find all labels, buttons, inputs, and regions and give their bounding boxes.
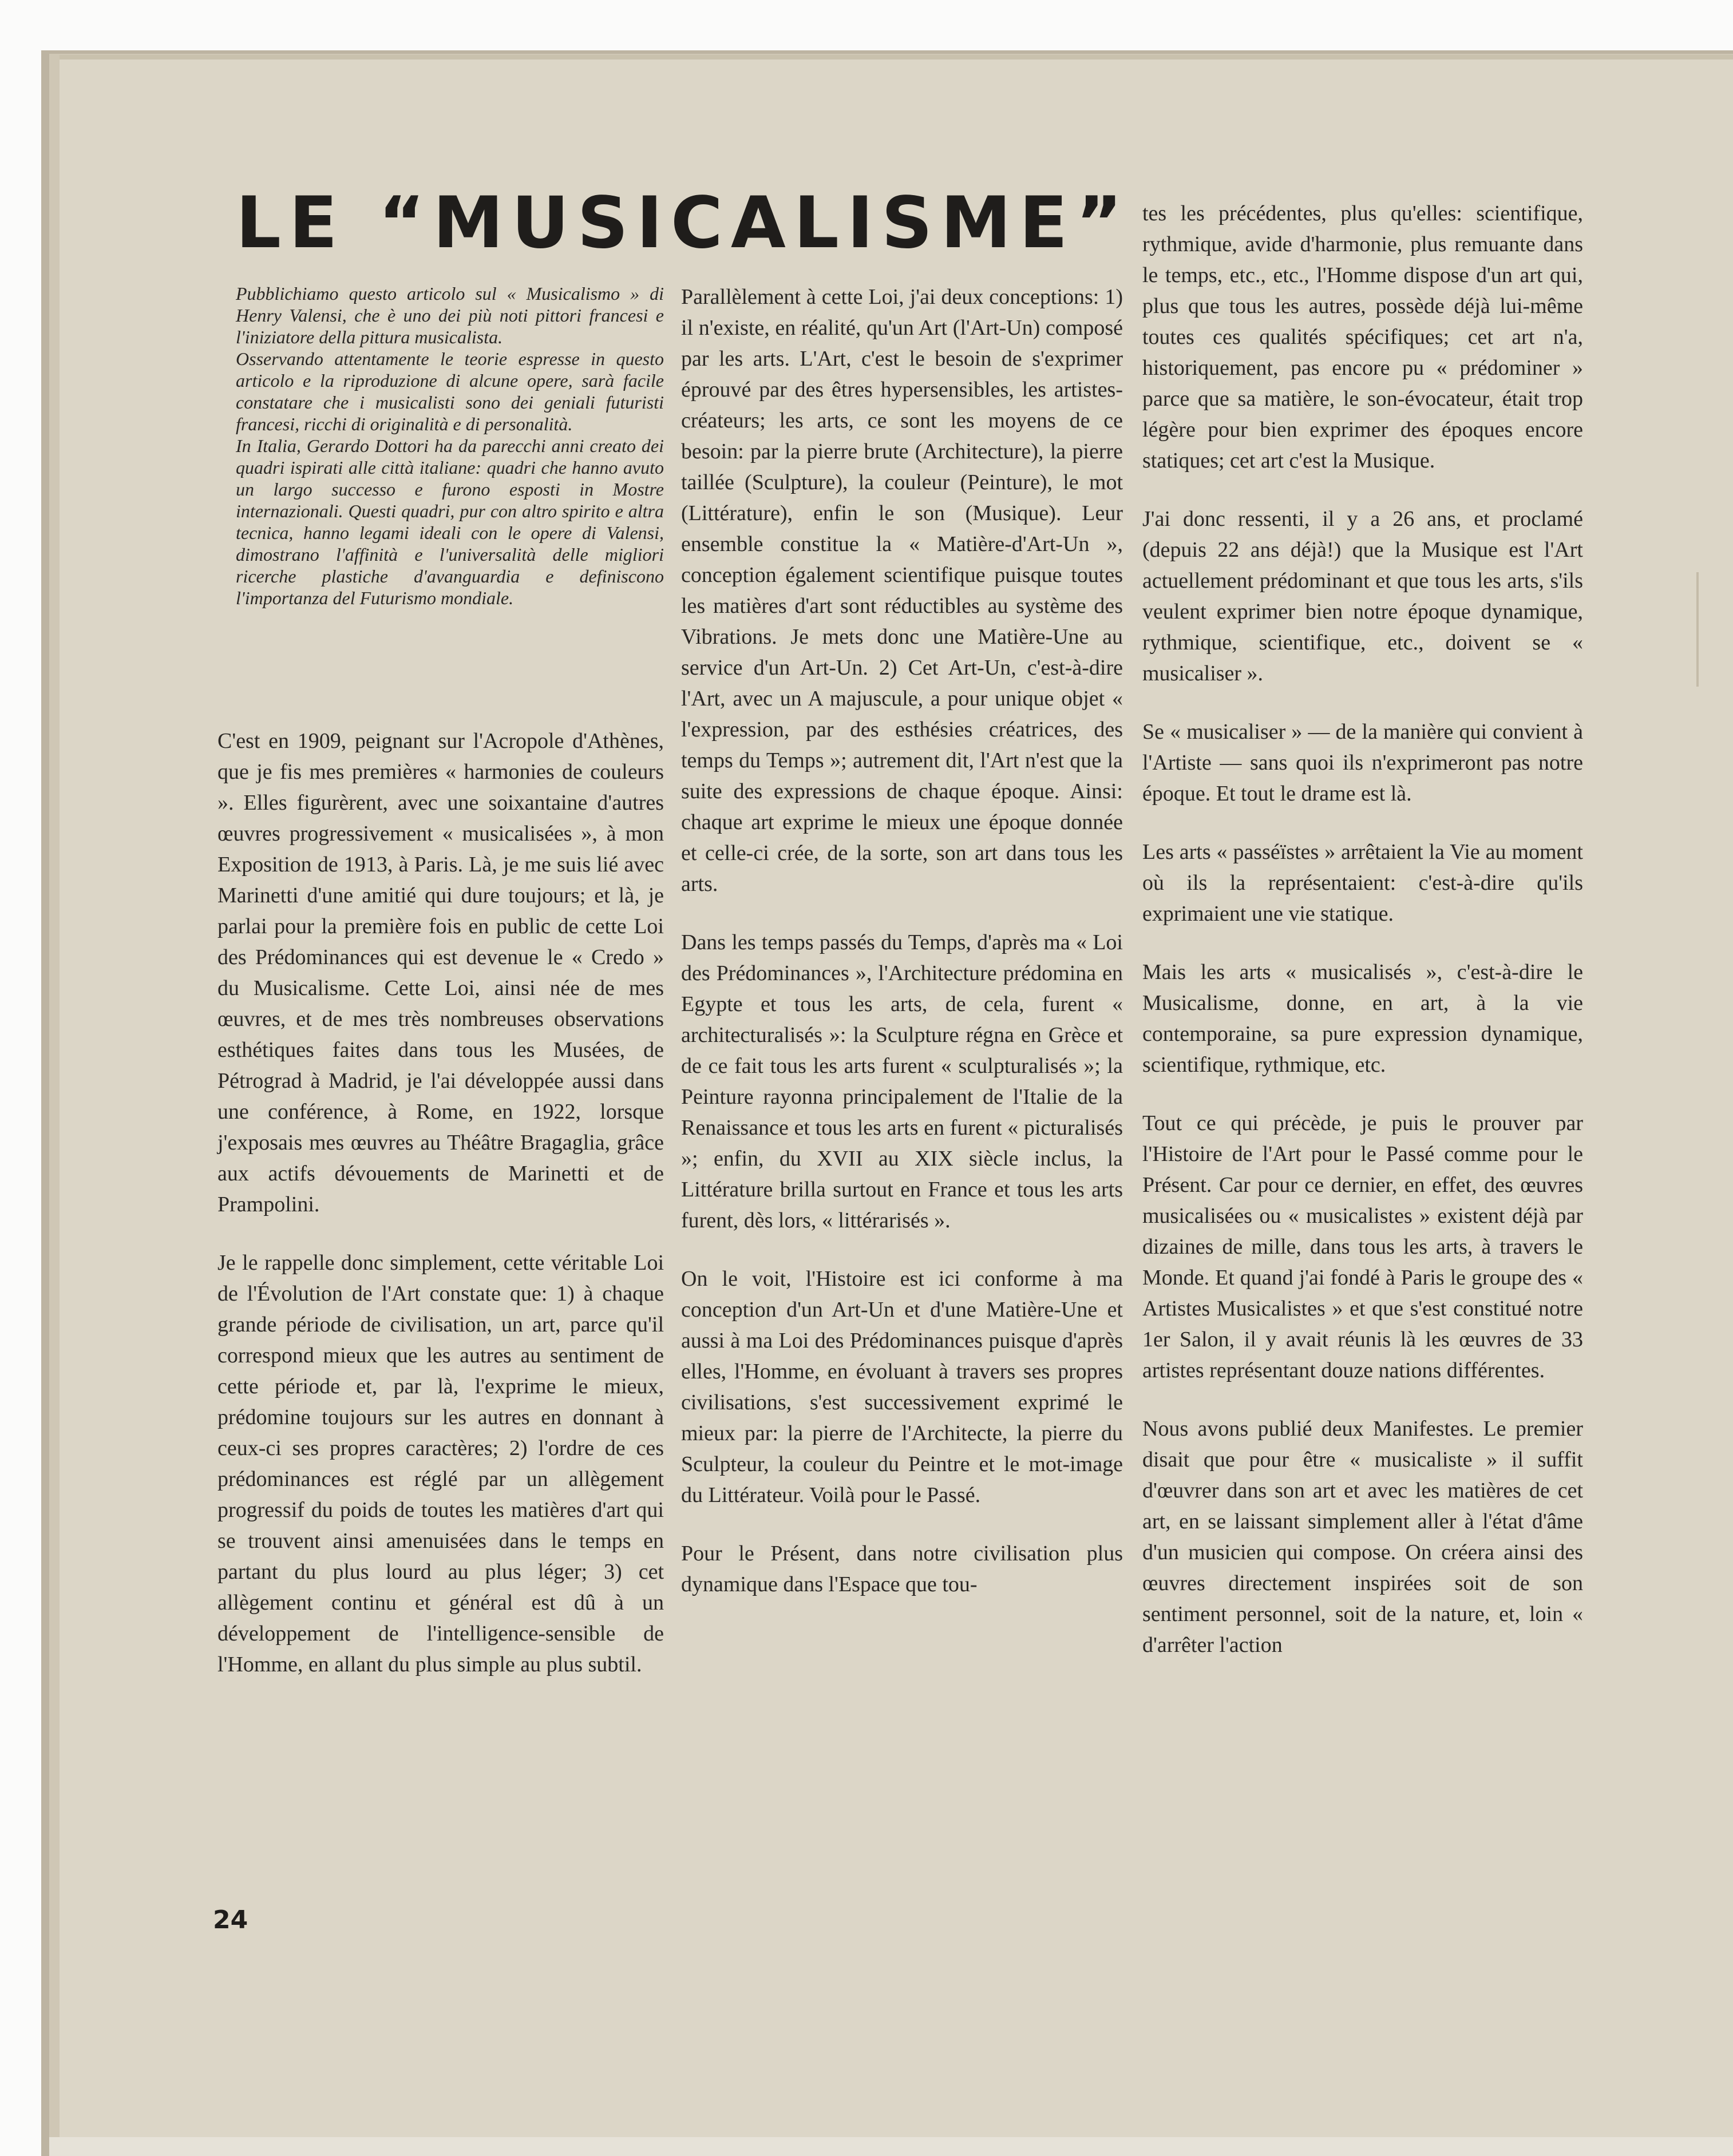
text-column-3 xyxy=(1142,198,1583,1660)
body-paragraph: Pour le Présent, dans notre civilisation plus dynamique dans l'Espace que tou- xyxy=(681,1541,1123,1596)
page-crease xyxy=(1696,572,1699,687)
body-paragraph: Les arts « passéïstes » arrêtaient la Vie au moment où ils la représentaient: c'est-à-dire qu'ils exprimaient une vie statique. xyxy=(1142,840,1583,926)
body-paragraph: Nous avons publié deux Manifestes. Le premier disait que pour être « musicaliste » il suffit d'œuvrer dans son art et avec les matières de cet art, en se laissant simplement aller à l'état d'âme d'un musicien qui compose. On créera ainsi des œuvres directement inspirées soit de son sentiment personnel, soit de la nature, et, loin « d'arrêter l'action xyxy=(1142,1417,1583,1657)
intro-paragraph: Osservando attentamente le teorie espresse in questo articolo e la riproduzione di alcune opere, sarà facile constatare che i musicalisti sono dei geniali futuristi francesi, ricchi di originalità e di personalità. xyxy=(236,348,664,434)
body-paragraph: C'est en 1909, peignant sur l'Acropole d'Athènes, que je fis mes premières « harmonies de couleurs ». Elles figurèrent, avec une soixantaine d'autres œuvres progressivement « musicalisées », à mon Exposition de 1913, à Paris. Là, je me suis lié avec Marinetti d'une amitié qui dure toujours; et là, je parlai pour la première fois en public de cette Loi des Prédominances qui est devenue le « Credo » du Musicalisme. Cette Loi, ainsi née de mes œuvres, et de mes très nombreuses observations esthétiques faites dans tous les Musées, de Pétrograd à Madrid, je l'ai développée aussi dans une conférence, à Rome, en 1922, lorsque j'exposais mes œuvres au Théâtre Bragaglia, grâce aux actifs dévouements de Marinetti et de Prampolini. xyxy=(217,729,664,1216)
page-top-edge xyxy=(60,55,1733,60)
body-paragraph: Je le rappelle donc simplement, cette véritable Loi de l'Évolution de l'Art constate que: 1) à chaque grande période de civilisation, un art, parce qu'il correspond mieux que les autres au sentiment de cette période et, par là, l'exprime le mieux, prédomine toujours sur les autres en donnant à ceux-ci ses propres caractères; 2) l'ordre de ces prédominances est réglé par un allègement progressif du poids de toutes les matières d'art qui se trouvent ainsi amenuisées dans le temps en partant du plus lourd au plus léger; 3) cet allègement continu et général est dû à un développement de l'intelligence-sensible de l'Homme, en allant du plus simple au plus subtil. xyxy=(217,1251,664,1677)
body-paragraph: Dans les temps passés du Temps, d'après ma « Loi des Prédominances », l'Architecture prédomina en Egypte et tous les arts, de cela, furent « architecturalisés »: la Sculpture régna en Grèce et de ce fait tous les arts furent « sculpturalisés »; la Peinture rayonna principalement de l'Italie de la Renaissance et tous les arts en furent « picturalisés »; enfin, du XVII au XIX siècle inclus, la Littérature brilla surtout en France et tous les arts furent, dès lors, « littérarisés ». xyxy=(681,930,1123,1232)
body-paragraph: Parallèlement à cette Loi, j'ai deux conceptions: 1) il n'existe, en réalité, qu'un Art (l'Art-Un) composé par les arts. L'Art, c'est le besoin de s'exprimer éprouvé par des êtres hypersensibles, les artistes-créateurs; les arts, ce sont les moyens de ce besoin: par la pierre brute (Architecture), la pierre taillée (Sculpture), la couleur (Peinture), le mot (Littérature), enfin le son (Musique). Leur ensemble constitue la « Matière-d'Art-Un », conception également scientifique puisque toutes les matières d'art sont réductibles au système des Vibrations. Je mets donc une Matière-Une au service d'un Art-Un. 2) Cet Art-Un, c'est-à-dire l'Art, avec un A majuscule, a pour unique objet « l'expression, par des esthésies créatrices, des temps du Temps »; autrement dit, l'Art n'est que la suite des expressions de chaque époque. Ainsi: chaque art exprime le mieux une époque donnée et celle-ci crée, de la sorte, son art dans tous les arts. xyxy=(681,285,1123,896)
body-paragraph: J'ai donc ressenti, il y a 26 ans, et proclamé (depuis 22 ans déjà!) que la Musique est l'Art actuellement prédominant et que tous les arts, s'ils veulent exprimer bien notre époque dynamique, rythmique, scientifique, etc., doivent se « musicaliser ». xyxy=(1142,507,1583,685)
page-bottom-strip xyxy=(49,2137,1733,2156)
body-paragraph: tes les précédentes, plus qu'elles: scientifique, rythmique, avide d'harmonie, plus remuante dans le temps, etc., etc., l'Homme dispose d'un art qui, plus que tous les autres, possède déjà lui-même toutes ces qualités spécifiques; cet art n'a, historiquement, pas encore pu « prédominer » parce que sa matière, le son-évocateur, était trop légère pour bien exprimer des époques encore statiques; cet art c'est la Musique. xyxy=(1142,201,1583,473)
article-title: LE “MUSICALISME” xyxy=(236,182,1130,264)
body-paragraph: Mais les arts « musicalisés », c'est-à-dire le Musicalisme, donne, en art, à la vie contemporaine, sa pure expression dynamique, scientifique, rythmique, etc. xyxy=(1142,960,1583,1077)
italian-introduction xyxy=(236,283,664,609)
intro-paragraph: Pubblichiamo questo articolo sul « Musicalismo » di Henry Valensi, che è uno dei più noti pittori francesi e l'iniziatore della pittura musicalista. xyxy=(236,283,664,347)
body-paragraph: Tout ce qui précède, je puis le prouver par l'Histoire de l'Art pour le Passé comme pour le Présent. Car pour ce dernier, en effet, des œuvres musicalisées ou « musicalistes » existent déjà par dizaines de mille, dans tous les arts, à travers le Monde. Et quand j'ai fondé à Paris le groupe des « Artistes Musicalistes » et que s'est constitué notre 1er Salon, il y avait réunis là les œuvres de 33 artistes représentant douze nations différentes. xyxy=(1142,1111,1583,1382)
text-column-2 xyxy=(681,282,1123,1600)
text-column-1 xyxy=(217,726,664,1680)
body-paragraph: Se « musicaliser » — de la manière qui convient à l'Artiste — sans quoi ils n'exprimeront pas notre époque. Et tout le drame est là. xyxy=(1142,720,1583,806)
body-paragraph: On le voit, l'Histoire est ici conforme à ma conception d'un Art-Un et d'une Matière-Une et aussi à ma Loi des Prédominances puisque d'après elles, l'Homme, en évoluant à travers ses propres civilisations, s'est successivement exprimé le mieux par: la pierre de l'Architecte, la pierre du Sculpteur, la couleur du Peintre et le mot-image du Littérateur. Voilà pour le Passé. xyxy=(681,1267,1123,1507)
intro-paragraph: In Italia, Gerardo Dottori ha da parecchi anni creato dei quadri ispirati alle città italiane: quadri che hanno avuto un largo successo e furono esposti in Mostre internazionali. Questi quadri, pur con altro spirito e altra tecnica, hanno legami ideali con le opere di Valensi, dimostrano l'affinità e l'universalità delle migliori ricerche plastiche d'avanguardia e definiscono l'importanza del Futurismo mondiale. xyxy=(236,435,664,608)
page-number: 24 xyxy=(213,1905,248,1935)
